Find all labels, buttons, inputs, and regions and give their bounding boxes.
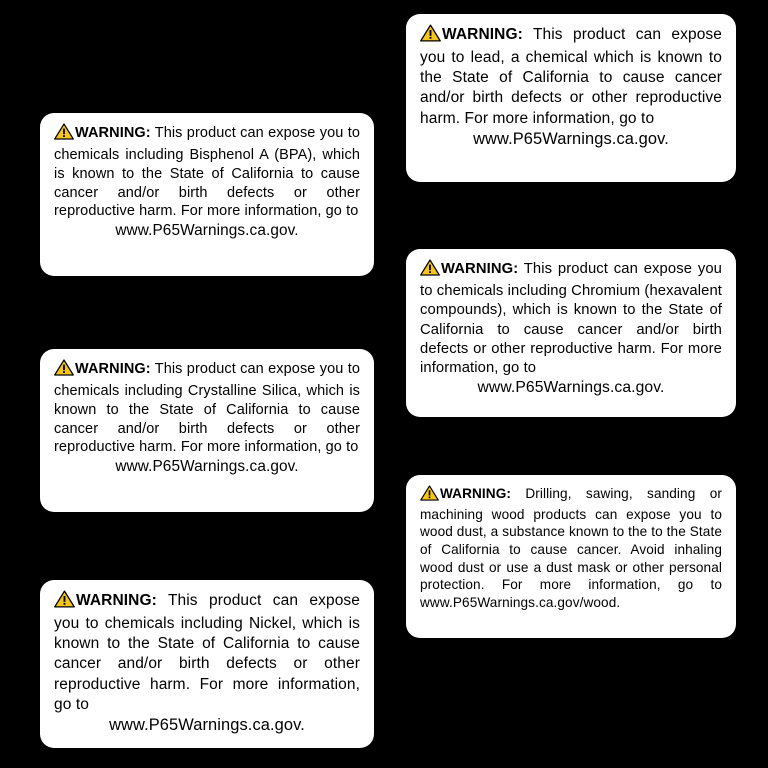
warning-word: WARNING: [442, 26, 523, 43]
label-text [420, 24, 722, 150]
warning-heading [54, 592, 157, 609]
warning-url: www.P65Warnings.ca.gov. [109, 715, 305, 734]
prop65-warning-label-chromium [406, 249, 736, 417]
warning-triangle-icon [54, 359, 74, 382]
prop65-warning-label-nickel [40, 580, 374, 748]
warning-triangle-icon [420, 24, 441, 48]
label-text [54, 123, 360, 241]
warning-triangle-icon [54, 590, 75, 614]
warning-body: Drilling, sawing, sanding or machining wood products can expose you to wood dust, a substance known to the to the State of California to cause cancer. Avoid inhaling wood dust or use a dust mask or other personal protection. For more information, go to www.P65Warnings.ca.gov/wood. [420, 486, 722, 611]
warning-triangle-icon [420, 485, 439, 506]
label-text [54, 590, 360, 736]
prop65-warning-label-crystalline-silica [40, 349, 374, 512]
warning-heading [420, 261, 518, 277]
warning-body: This product can expose you to chemicals including Nickel, which is known to the State of California to cause cancer and/or birth defects or other reproductive harm. For more information, go to [54, 592, 360, 713]
warning-word: WARNING: [75, 361, 151, 377]
warning-body: This product can expose you to lead, a chemical which is known to the State of California to cause cancer and/or birth defects or other reproductive harm. For more information, go to [420, 26, 722, 127]
warning-heading [420, 26, 523, 43]
warning-body: This product can expose you to chemicals including Chromium (hexavalent compounds), which is known to the State of California to cause cancer and/or birth defects or other reproductive harm. For more information, go to [420, 261, 723, 377]
warning-url: www.P65Warnings.ca.gov. [115, 222, 299, 240]
warning-word: WARNING: [76, 592, 157, 609]
warning-triangle-icon [54, 123, 74, 146]
warning-word: WARNING: [75, 125, 151, 141]
prop65-warning-label-wood-dust [406, 475, 736, 638]
warning-url: www.P65Warnings.ca.gov. [477, 379, 665, 397]
warning-triangle-icon [420, 259, 440, 282]
warning-word: WARNING: [440, 486, 512, 501]
label-text [420, 485, 722, 612]
warning-word: WARNING: [441, 261, 519, 277]
warning-body: This product can expose you to chemicals including Bisphenol A (BPA), which is known to the State of California to cause cancer and/or birth defects or other reproductive harm. For more information, go to [54, 125, 360, 220]
prop65-warning-label-bpa [40, 113, 374, 276]
warning-heading [54, 361, 151, 377]
label-text [420, 259, 722, 399]
warning-url: www.P65Warnings.ca.gov. [473, 129, 669, 148]
warning-body: This product can expose you to chemicals including Crystalline Silica, which is known to the State of California to cause cancer and/or birth defects or other reproductive harm. For more information, go to [54, 361, 360, 456]
prop65-warning-label-lead [406, 14, 736, 182]
label-text [54, 359, 360, 477]
warning-heading [54, 125, 151, 141]
warning-url: www.P65Warnings.ca.gov. [115, 458, 299, 476]
warning-heading [420, 486, 511, 501]
